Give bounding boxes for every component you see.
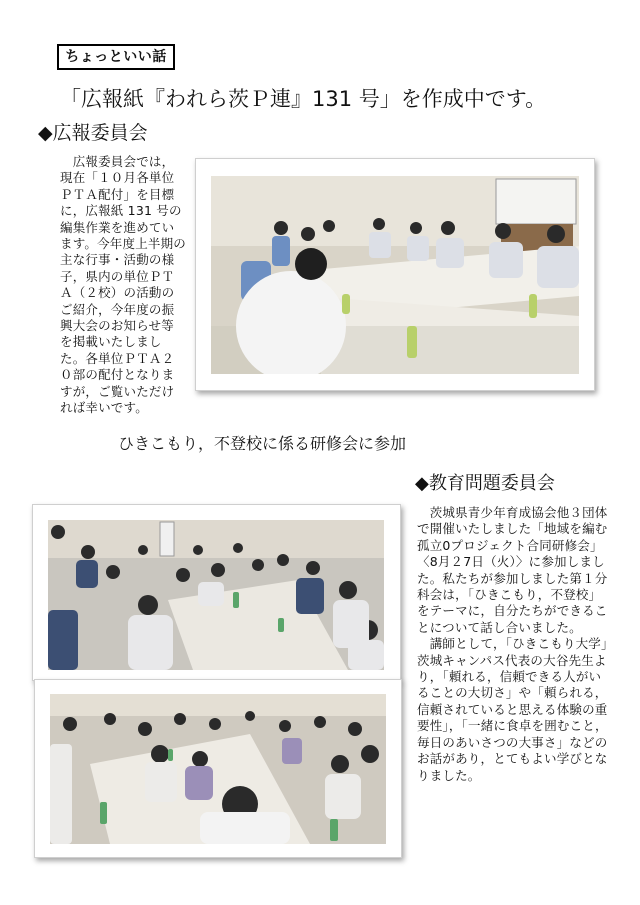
photo-frame-committee xyxy=(195,158,595,391)
page-headline: 「広報紙『われら茨Ｐ連』131 号」を作成中です。 xyxy=(60,87,547,111)
seminar-photo-2 xyxy=(50,694,386,844)
training-subheading: ひきこもり，不登校に係る研修会に参加 xyxy=(118,434,407,453)
section-heading-kyouiku: ◆教育問題委員会 xyxy=(415,473,555,494)
committee-meeting-photo xyxy=(211,176,579,374)
photo-frame-seminar-2 xyxy=(34,679,402,858)
paragraph-2: 講師として，「ひきこもり大学」茨城キャンパス代表の大谷先生より，「頼れる，信頼できる人がいることの大切さ」や「頼られる，信頼されていると思える体験の重要性」，「一緒に食卓を囲むこと，毎日のあいさつの大事さ」などのお話があり，とてもよい学びとなりました。 xyxy=(417,636,608,783)
badge-chottoiihanashi: ちょっといい話 xyxy=(57,44,175,70)
section-paragraph-kouhou: 広報委員会では，現在「１０月各単位ＰＴＡ配付」を目標に，広報紙 131 号の編集作業を進めています。今年度上半期の主な行事・活動の様子，県内の単位ＰＴＡ（２校）の活動のご紹介，今年度の振興大会のお知らせ等を掲載いたしました。各単位ＰＴＡ２０部の配付となりますが，ご覧いただければ幸いです。 xyxy=(60,154,187,416)
section-paragraph-kyouiku xyxy=(417,505,613,784)
section-heading-kouhou: ◆広報委員会 xyxy=(38,122,148,144)
seminar-photo-1 xyxy=(48,520,384,670)
paragraph-1: 茨城県青少年育成協会他３団体で開催いたしました「地域を編む孤立0プロジェクト合同研修会」〈8月２7日（火）〉に参加しました。私たちが参加しました第１分科会は，「ひきこもり，不登校」をテーマに，自分たちができることについて話し合いました。 xyxy=(417,505,608,635)
photo-frame-seminar-1 xyxy=(32,504,401,681)
